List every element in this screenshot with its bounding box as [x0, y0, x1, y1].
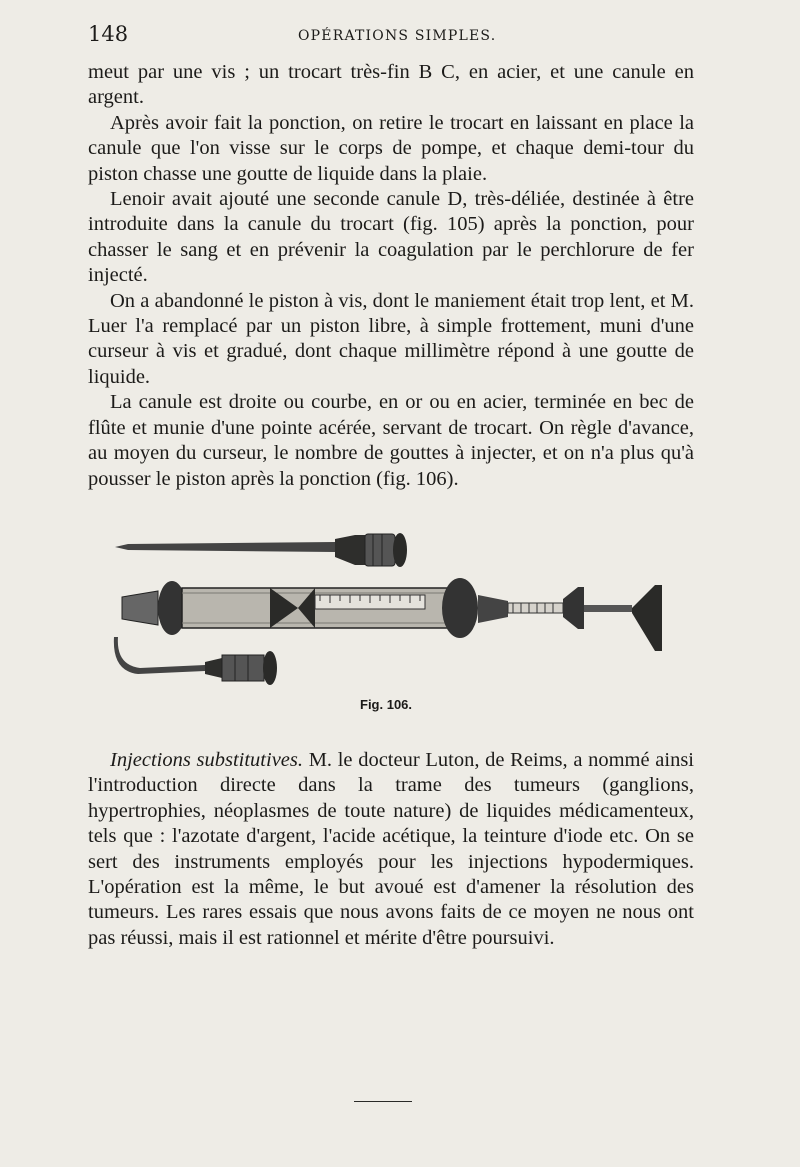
paragraph-1: meut par une vis ; un trocart très-fin B C, en acier, et une canule en argent.	[88, 61, 694, 109]
paragraph-2: Après avoir fait la ponction, on retire le trocart en laissant en place la canule que l'on visse sur le corps de pompe, et chaque demi-tour du piston chasse une goutte de liquide dans la plaie.	[88, 111, 694, 185]
section-lead: Injections substitutives.	[110, 749, 304, 771]
body-text-top	[88, 60, 694, 492]
paragraph-6	[88, 748, 694, 951]
page-number: 148	[88, 22, 129, 46]
syringe-body	[122, 578, 662, 651]
paragraph-4: On a abandonné le piston à vis, dont le maniement était trop lent, et M. Luer l'a remplacé par un piston libre, à simple frottement, muni d'une curseur à vis et gradué, dont chaque millimètre répond à une goutte de liquide.	[88, 289, 694, 388]
page-header	[88, 22, 694, 52]
figure-caption: Fig. 106.	[360, 697, 413, 712]
syringe-illustration	[110, 525, 670, 695]
paragraph-5: La canule est droite ou courbe, en or ou en acier, terminée en bec de flûte et munie d'une pointe acérée, servant de trocart. On règle d'avance, au moyen du curseur, le nombre de gouttes à injecter, et on n'a plus qu'à pousser le piston après la ponction (fig. 106).	[88, 391, 694, 490]
end-rule	[354, 1101, 412, 1102]
body-text-bottom	[88, 748, 694, 951]
paragraph-6-text: M. le docteur Luton, de Reims, a nommé ainsi l'introduction directe dans la trame des tumeurs (ganglions, hypertrophies, néoplasmes de toute nature) de liquides médicamenteux, tels que : l'azotate d'argent, l'acide acétique, la teinture d'iode etc. On se sert des instruments employés pour les injections hypodermiques. L'opération est la même, le but avoué est d'amener la résolution des tumeurs. Les rares essais que nous avons faits de ce moyen ne nous ont pas réussi, mais il est rationnel et mérite d'être poursuivi.	[88, 749, 695, 949]
straight-trocart	[115, 533, 407, 567]
curved-canule	[114, 637, 277, 685]
paragraph-3: Lenoir avait ajouté une seconde canule D, très-déliée, destinée à être introduite dans la canule du trocart (fig. 105) après la ponction, pour chasser le sang et en prévenir la coagulation par le perchlorure de fer injecté.	[88, 188, 694, 287]
running-title: OPÉRATIONS SIMPLES.	[298, 28, 497, 44]
